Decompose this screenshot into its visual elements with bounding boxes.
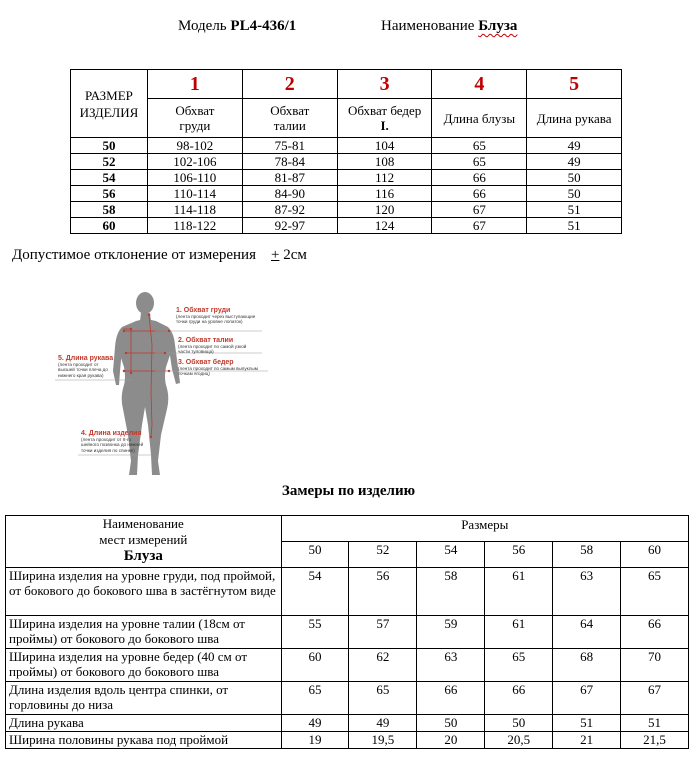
measurement-label: Длина рукава — [6, 715, 282, 732]
model-code: PL4-436/1 — [230, 18, 297, 34]
model-line — [178, 18, 296, 35]
value-cell: 106-110 — [147, 170, 242, 186]
value-cell: 65 — [281, 682, 349, 715]
callout-hips — [178, 359, 258, 377]
value-cell: 84-90 — [242, 186, 337, 202]
value-cell: 58 — [417, 568, 485, 616]
callout-title: 2. Обхват талии — [178, 337, 234, 344]
value-cell: 66 — [432, 186, 527, 202]
value-cell: 104 — [337, 138, 432, 154]
value-cell: 66 — [485, 682, 553, 715]
value-cell: 50 — [485, 715, 553, 732]
value-cell: 61 — [485, 616, 553, 649]
size-cell: 54 — [417, 542, 485, 568]
size-header-line-1: РАЗМЕР — [85, 87, 133, 103]
value-cell: 65 — [621, 568, 689, 616]
measurement-label: Длина изделия вдоль центра спинки, от горловины до низа — [6, 682, 282, 715]
callout-note: (лента проходит от 6-го — [81, 437, 132, 442]
value-cell: 116 — [337, 186, 432, 202]
table-row — [6, 715, 689, 732]
value-cell: 67 — [432, 202, 527, 218]
size-cell: 54 — [71, 170, 148, 186]
table-row — [71, 154, 622, 170]
value-cell: 75-81 — [242, 138, 337, 154]
value-cell: 49 — [349, 715, 417, 732]
size-chart-table — [70, 69, 622, 234]
product-name: Блуза — [478, 18, 518, 34]
table-row — [6, 568, 689, 616]
value-cell: 65 — [485, 649, 553, 682]
measurement-name-header — [6, 516, 282, 568]
tolerance-value: 2см — [283, 247, 307, 263]
value-cell: 51 — [621, 715, 689, 732]
value-cell: 78-84 — [242, 154, 337, 170]
value-cell: 55 — [281, 616, 349, 649]
callout-note: части туловища) — [178, 349, 214, 355]
value-cell: 102-106 — [147, 154, 242, 170]
value-cell: 66 — [432, 170, 527, 186]
name-label: Наименование — [381, 18, 475, 34]
callout-length — [81, 430, 143, 453]
col-number: 1 — [147, 70, 242, 99]
size-cell: 50 — [281, 542, 349, 568]
value-cell: 67 — [432, 218, 527, 234]
col-number: 5 — [527, 70, 622, 99]
value-cell: 20,5 — [485, 732, 553, 749]
callout-note: высшей точки плеча до — [58, 367, 108, 373]
value-cell: 49 — [281, 715, 349, 732]
size-cell: 58 — [71, 202, 148, 218]
callout-chest — [176, 307, 255, 325]
value-cell: 124 — [337, 218, 432, 234]
value-cell: 59 — [417, 616, 485, 649]
value-cell: 60 — [281, 649, 349, 682]
callout-note: (лента проходит по самым выпуклым — [178, 366, 258, 371]
value-cell: 62 — [349, 649, 417, 682]
value-cell: 66 — [621, 616, 689, 649]
col-label: Обхват талии — [242, 99, 337, 138]
measurement-figure — [50, 285, 300, 485]
size-cell: 52 — [349, 542, 417, 568]
value-cell: 70 — [621, 649, 689, 682]
size-header-cell — [71, 70, 148, 138]
size-cell: 58 — [553, 542, 621, 568]
value-cell: 66 — [417, 682, 485, 715]
size-cell: 50 — [71, 138, 148, 154]
value-cell: 87-92 — [242, 202, 337, 218]
measurement-label: Ширина половины рукава под проймой — [6, 732, 282, 749]
value-cell: 21,5 — [621, 732, 689, 749]
value-cell: 57 — [349, 616, 417, 649]
silhouette-icon — [50, 285, 300, 485]
value-cell: 98-102 — [147, 138, 242, 154]
value-cell: 65 — [432, 138, 527, 154]
value-cell: 108 — [337, 154, 432, 170]
callout-sleeve — [58, 355, 113, 378]
callout-note: (лента проходит по самой узкой — [178, 344, 247, 349]
value-cell: 49 — [527, 154, 622, 170]
value-cell: 20 — [417, 732, 485, 749]
value-cell: 112 — [337, 170, 432, 186]
tolerance-text: Допустимое отклонение от измерения — [12, 247, 256, 263]
callout-note: (лента проходит через выступающие — [176, 314, 256, 319]
size-cell: 56 — [71, 186, 148, 202]
value-cell: 81-87 — [242, 170, 337, 186]
value-cell: 51 — [553, 715, 621, 732]
value-cell: 51 — [527, 202, 622, 218]
value-cell: 120 — [337, 202, 432, 218]
size-cell: 60 — [71, 218, 148, 234]
callout-title: 3. Обхват бедер — [178, 359, 234, 366]
value-cell: 21 — [553, 732, 621, 749]
value-cell: 67 — [553, 682, 621, 715]
value-cell: 67 — [621, 682, 689, 715]
value-cell: 110-114 — [147, 186, 242, 202]
value-cell: 118-122 — [147, 218, 242, 234]
table-row — [71, 186, 622, 202]
header-line: мест измерений — [99, 532, 188, 547]
measurements-title: Замеры по изделию — [281, 483, 416, 499]
value-cell: 65 — [432, 154, 527, 170]
callout-note: (лента проходит от — [58, 362, 99, 367]
measurement-label: Ширина изделия на уровне груди, под проймой, от бокового до бокового шва в застёгнутом виде — [6, 568, 282, 616]
table-row — [6, 682, 689, 715]
table-row — [6, 649, 689, 682]
value-cell: 64 — [553, 616, 621, 649]
table-row — [71, 170, 622, 186]
value-cell: 92-97 — [242, 218, 337, 234]
value-cell: 56 — [349, 568, 417, 616]
callout-title: 1. Обхват груди — [176, 307, 231, 314]
col-label: Длина рукава — [527, 99, 622, 138]
callout-title: 4. Длина изделия — [81, 430, 142, 437]
measurements-table — [5, 515, 689, 749]
size-cell: 60 — [621, 542, 689, 568]
col-number: 3 — [337, 70, 432, 99]
value-cell: 50 — [417, 715, 485, 732]
value-cell: 68 — [553, 649, 621, 682]
callout-note: точки груди на уровне лопаток) — [176, 319, 243, 325]
value-cell: 63 — [417, 649, 485, 682]
value-cell: 61 — [485, 568, 553, 616]
table-row — [71, 202, 622, 218]
col-label: Обхват бедер I. — [337, 99, 432, 138]
value-cell: 51 — [527, 218, 622, 234]
value-cell: 50 — [527, 170, 622, 186]
callout-note: нижнего края рукава) — [58, 372, 104, 378]
callout-waist — [178, 337, 246, 355]
col-label: Длина блузы — [432, 99, 527, 138]
measurement-label: Ширина изделия на уровне талии (18см от проймы) от бокового до бокового шва — [6, 616, 282, 649]
table-row — [6, 616, 689, 649]
tolerance-plusminus: + — [270, 247, 280, 263]
callout-note: шейного позвонка до нижней — [81, 442, 144, 448]
value-cell: 63 — [553, 568, 621, 616]
size-header-line-2: ИЗДЕЛИЯ — [79, 104, 139, 120]
value-cell: 19,5 — [349, 732, 417, 749]
value-cell: 114-118 — [147, 202, 242, 218]
model-label: Модель — [178, 18, 227, 34]
table-row — [71, 218, 622, 234]
callout-note: точкам ягодиц) — [178, 371, 210, 377]
callout-title: 5. Длина рукава — [58, 355, 114, 362]
product-name-line — [381, 18, 517, 35]
col-label: Обхват груди — [147, 99, 242, 138]
value-cell: 19 — [281, 732, 349, 749]
col-number: 4 — [432, 70, 527, 99]
value-cell: 50 — [527, 186, 622, 202]
size-cell: 52 — [71, 154, 148, 170]
header-product: Блуза — [123, 548, 163, 564]
size-cell: 56 — [485, 542, 553, 568]
value-cell: 54 — [281, 568, 349, 616]
sizes-header: Размеры — [281, 516, 688, 542]
table-row — [6, 732, 689, 749]
callout-note: точки изделия по спинке) — [81, 447, 135, 453]
value-cell: 65 — [349, 682, 417, 715]
header-line: Наименование — [102, 516, 184, 531]
measurement-label: Ширина изделия на уровне бедер (40 см от проймы) от бокового до бокового шва — [6, 649, 282, 682]
table-row — [71, 138, 622, 154]
tolerance-note — [12, 247, 307, 264]
value-cell: 49 — [527, 138, 622, 154]
col-number: 2 — [242, 70, 337, 99]
